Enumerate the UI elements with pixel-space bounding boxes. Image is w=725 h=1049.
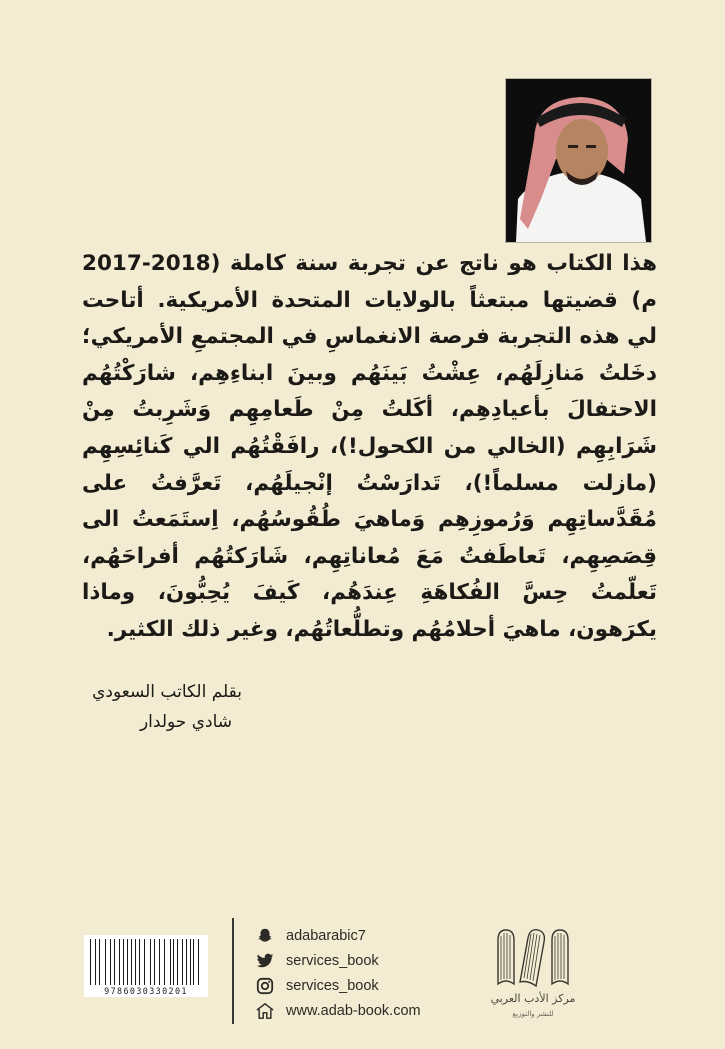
book-blurb xyxy=(82,246,657,649)
social-website[interactable] xyxy=(254,999,421,1023)
publisher-name: مركز الأدب العربي xyxy=(490,992,576,1005)
isbn-number: 9786030330201 xyxy=(86,986,206,996)
social-instagram[interactable] xyxy=(254,974,421,998)
barcode-bars xyxy=(90,939,202,985)
snapchat-icon xyxy=(254,926,276,946)
instagram-icon xyxy=(254,976,276,996)
isbn-barcode xyxy=(84,935,208,997)
instagram-handle: services_book xyxy=(286,978,379,994)
twitter-handle: services_book xyxy=(286,953,379,969)
social-twitter[interactable] xyxy=(254,949,421,973)
author-byline: بقلم الكاتب السعودي xyxy=(92,682,242,702)
publisher-logo xyxy=(478,922,588,1032)
author-portrait-image xyxy=(506,79,651,242)
publisher-tagline: للنشر والتوزيع xyxy=(512,1010,554,1018)
author-name: شادي حولدار xyxy=(139,712,232,732)
snapchat-handle: adabarabic7 xyxy=(286,928,366,944)
home-icon xyxy=(254,1001,276,1021)
blurb-paragraph: هذا الكتاب هو ناتج عن تجربة سنة كاملة (2018-2017 م) قضيتها مبتعثاً بالولايات المتحدة الأمريكية. أتاحت لي هذه التجربة فرصة الانغماسِ في المجتمعِ الأمريكي؛ دخَلتُ مَنازِلَهُم، عِشْتُ بَينَهُم وبينَ ابناءِهِم، شارَكْتُهُم الاحتفالَ بأعيادِهِم، أكَلتُ مِنْ طَعامِهِم وَشَرِبتُ مِنْ شَرَابِهِم (الخالي من الكحول!)، رافَقْتُهُم الي كَنائِسِهِم (مازلت مسلماً!)، تَدارَسْتُ إنْجيلَهُم، تَعرَّفتُ على مُقَدَّساتِهِم وَرُموزِهِم وَماهيَ طُقُوسُهُم، اِستَمَعتُ الى قِصَصِهِم، تَعاطَفتُ مَعَ مُعاناتِهِم، شَارَكتُهُم أفراحَهُم، تَعلّمتُ حِسَّ الفُكاهَةِ عِندَهُم، كَيفَ يُحِبُّونَ، وماذا يكرَهون، ماهيَ أحلامُهُم وتطلُّعاتُهُم، وغير ذلك الكثير. xyxy=(82,251,657,642)
author-photo xyxy=(505,78,652,243)
books-logo-icon xyxy=(478,922,588,992)
website-url: www.adab-book.com xyxy=(286,1003,421,1019)
twitter-icon xyxy=(254,951,276,971)
social-snapchat[interactable] xyxy=(254,924,421,948)
vertical-divider xyxy=(232,918,234,1024)
social-links xyxy=(254,924,421,1024)
